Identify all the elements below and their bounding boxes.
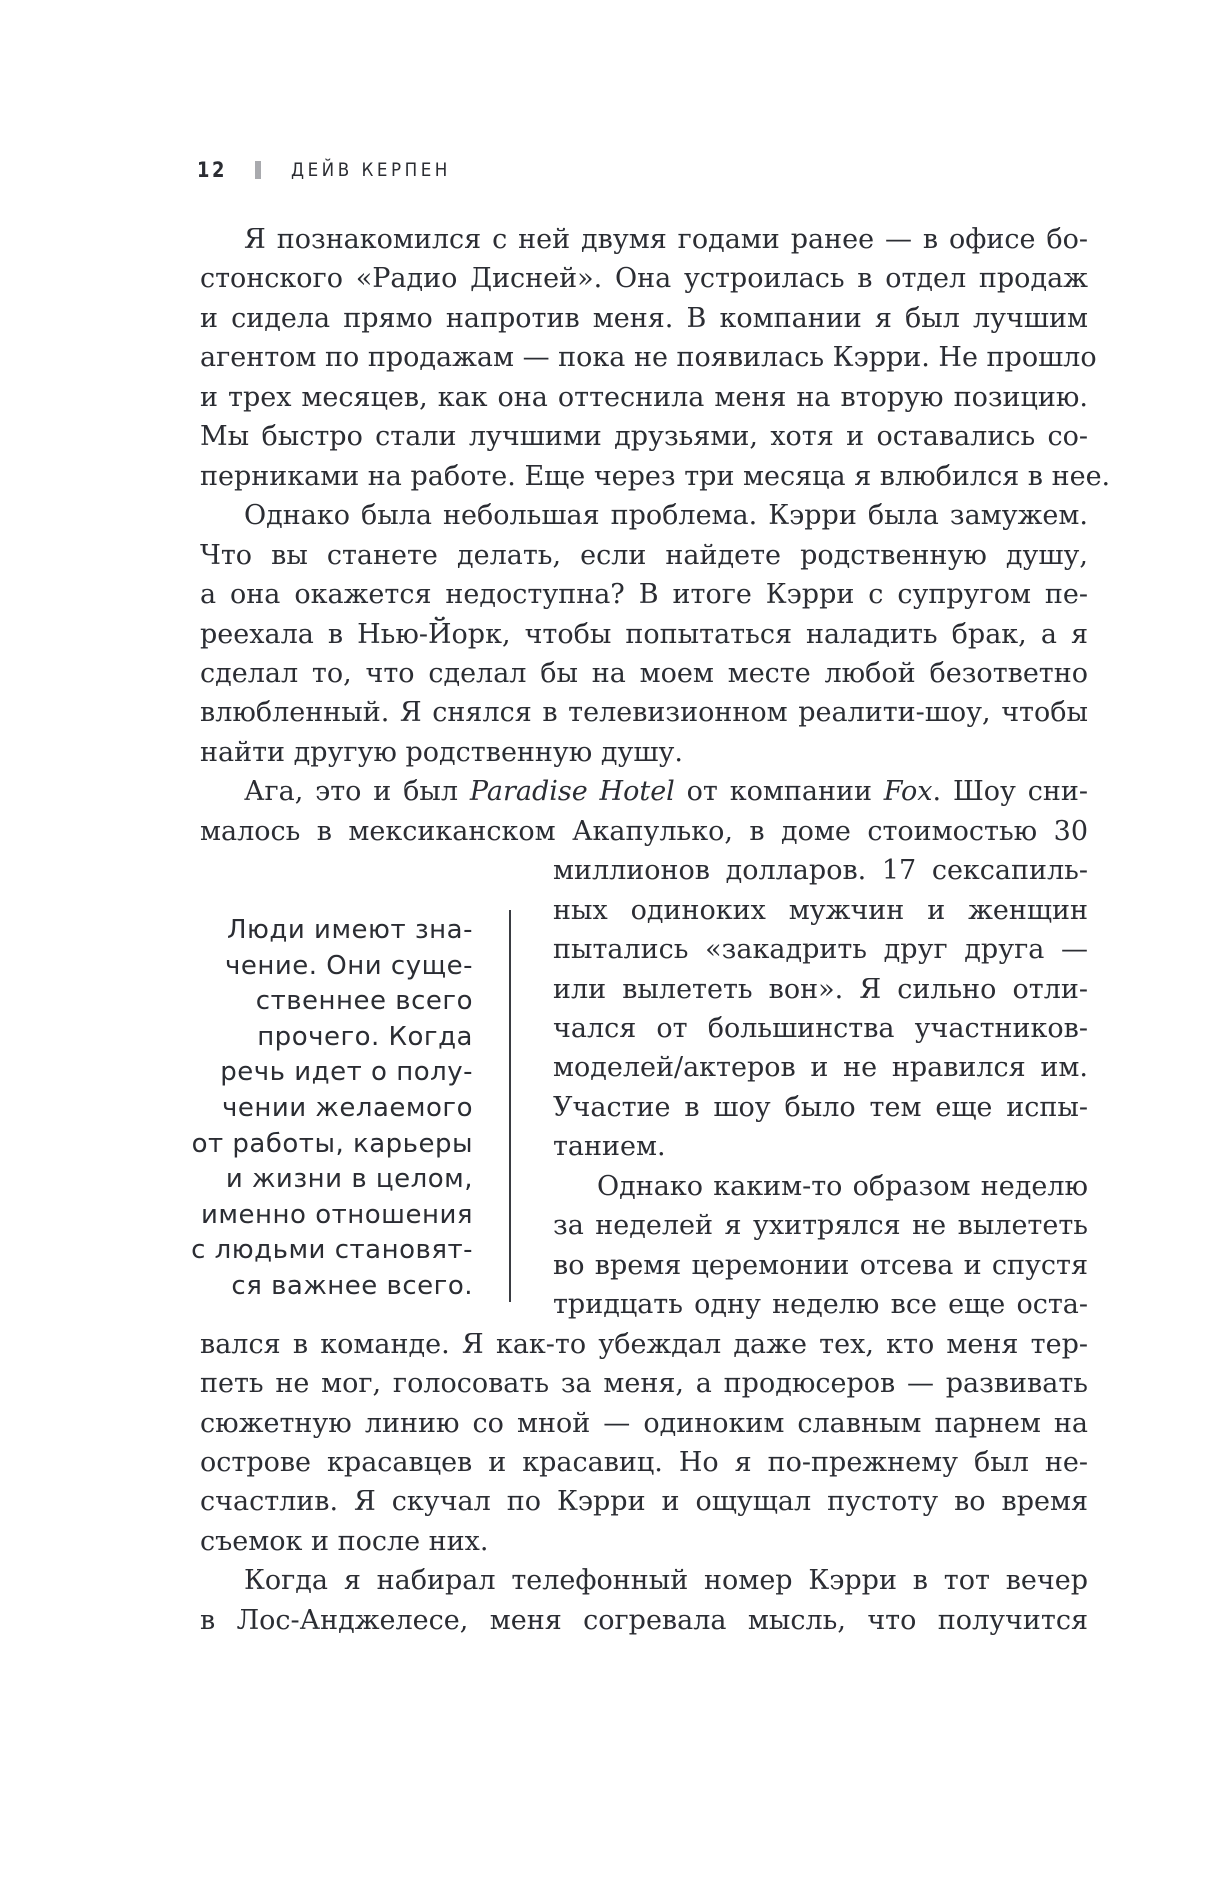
- running-head: [197, 152, 473, 188]
- text-line: или вылететь вон». Я сильно отли-: [553, 973, 1088, 1005]
- text-line: острове красавцев и красавиц. Но я по-прежнему был не-: [200, 1446, 1088, 1478]
- page-number: 12: [197, 158, 227, 182]
- pull-quote-line: именно отношения: [201, 1199, 473, 1230]
- text-line: Однако была небольшая проблема. Кэрри была замужем.: [244, 500, 1088, 532]
- text-line: Я познакомился с ней двумя годами ранее — в офисе бо-: [244, 224, 1088, 255]
- text-line: найти другую родственную душу.: [200, 736, 683, 768]
- text-line: а она окажется недоступна? В итоге Кэрри с супругом пе-: [200, 579, 1088, 611]
- pull-quote-line: от работы, карьеры: [191, 1128, 473, 1159]
- text-line: съемок и после них.: [200, 1525, 489, 1557]
- text-line: агентом по продажам — пока не появилась Кэрри. Не прошло: [200, 342, 1097, 374]
- text-line: Что вы станете делать, если найдете родственную душу,: [200, 539, 1088, 571]
- text-line: ных одиноких мужчин и женщин: [553, 894, 1088, 926]
- text-line: и трех месяцев, как она оттеснила меня на вторую позицию.: [200, 381, 1088, 413]
- text-line: миллионов долларов. 17 сексапиль-: [553, 855, 1088, 887]
- pull-quote-line: речь идет о полу-: [220, 1057, 473, 1088]
- text-line: счастлив. Я скучал по Кэрри и ощущал пустоту во время: [200, 1486, 1088, 1518]
- text-line: пытались «закадрить друг друга —: [553, 934, 1088, 966]
- text-line: за неделей я ухитрялся не вылететь: [553, 1210, 1088, 1242]
- text-line: петь не мог, голосовать за меня, а продюсеров — развивать: [200, 1368, 1088, 1400]
- header-separator: [255, 161, 261, 179]
- text-line: [244, 772, 1088, 812]
- text-line: во время церемонии отсева и спустя: [553, 1249, 1088, 1281]
- text-line: малось в мексиканском Акапулько, в доме стоимостью 30: [200, 815, 1088, 847]
- text-line: моделей/актеров и не нравился им.: [553, 1052, 1088, 1084]
- italic-title: Fox: [883, 776, 933, 808]
- text-span: . Шоу сни-: [932, 776, 1089, 808]
- text-line: сделал то, что сделал бы на моем месте любой безответно: [200, 657, 1088, 689]
- pull-quote-line: ственнее всего: [255, 986, 473, 1017]
- text-line: влюбленный. Я снялся в телевизионном реалити-шоу, чтобы: [200, 697, 1088, 729]
- text-span: от компании: [674, 776, 884, 808]
- pull-quote-line: Люди имеют зна-: [226, 915, 473, 945]
- pull-quote-rule: [509, 910, 511, 1302]
- text-line: вался в команде. Я как-то убеждал даже тех, кто меня тер-: [200, 1328, 1088, 1360]
- pull-quote-line: ся важнее всего.: [231, 1271, 473, 1301]
- text-line: в Лос-Анджелесе, меня согревала мысль, что получится: [200, 1604, 1088, 1636]
- text-line: Когда я набирал телефонный номер Кэрри в тот вечер: [244, 1565, 1088, 1597]
- pull-quote-line: прочего. Когда: [257, 1021, 473, 1052]
- text-line: танием.: [553, 1131, 666, 1163]
- text-line: стонского «Радио Дисней». Она устроилась в отдел продаж: [200, 263, 1088, 295]
- text-line: и сидела прямо напротив меня. В компании я был лучшим: [200, 302, 1088, 334]
- pull-quote-line: с людьми становят-: [191, 1235, 473, 1266]
- text-line: тридцать одну неделю все еще оста-: [553, 1289, 1088, 1321]
- text-line: перниками на работе. Еще через три месяца я влюбился в нее.: [200, 460, 1111, 492]
- text-line: Мы быстро стали лучшими друзьями, хотя и оставались со-: [200, 421, 1088, 453]
- text-line: сюжетную линию со мной — одиноким славным парнем на: [200, 1407, 1088, 1439]
- text-line: Участие в шоу было тем еще испы-: [553, 1091, 1088, 1123]
- text-line: реехала в Нью-Йорк, чтобы попытаться наладить брак, а я: [200, 618, 1088, 650]
- pull-quote-line: чение. Они суще-: [225, 950, 473, 981]
- text-span: Ага, это и был: [244, 776, 470, 808]
- pull-quote-line: и жизни в целом,: [225, 1164, 473, 1195]
- italic-title: Paradise Hotel: [469, 776, 675, 808]
- text-line: чался от большинства участников-: [553, 1013, 1088, 1044]
- pull-quote-line: чении желаемого: [222, 1093, 473, 1123]
- running-head-author: ДЕЙВ КЕРПЕН: [291, 159, 451, 181]
- text-line: Однако каким-то образом неделю: [597, 1170, 1088, 1202]
